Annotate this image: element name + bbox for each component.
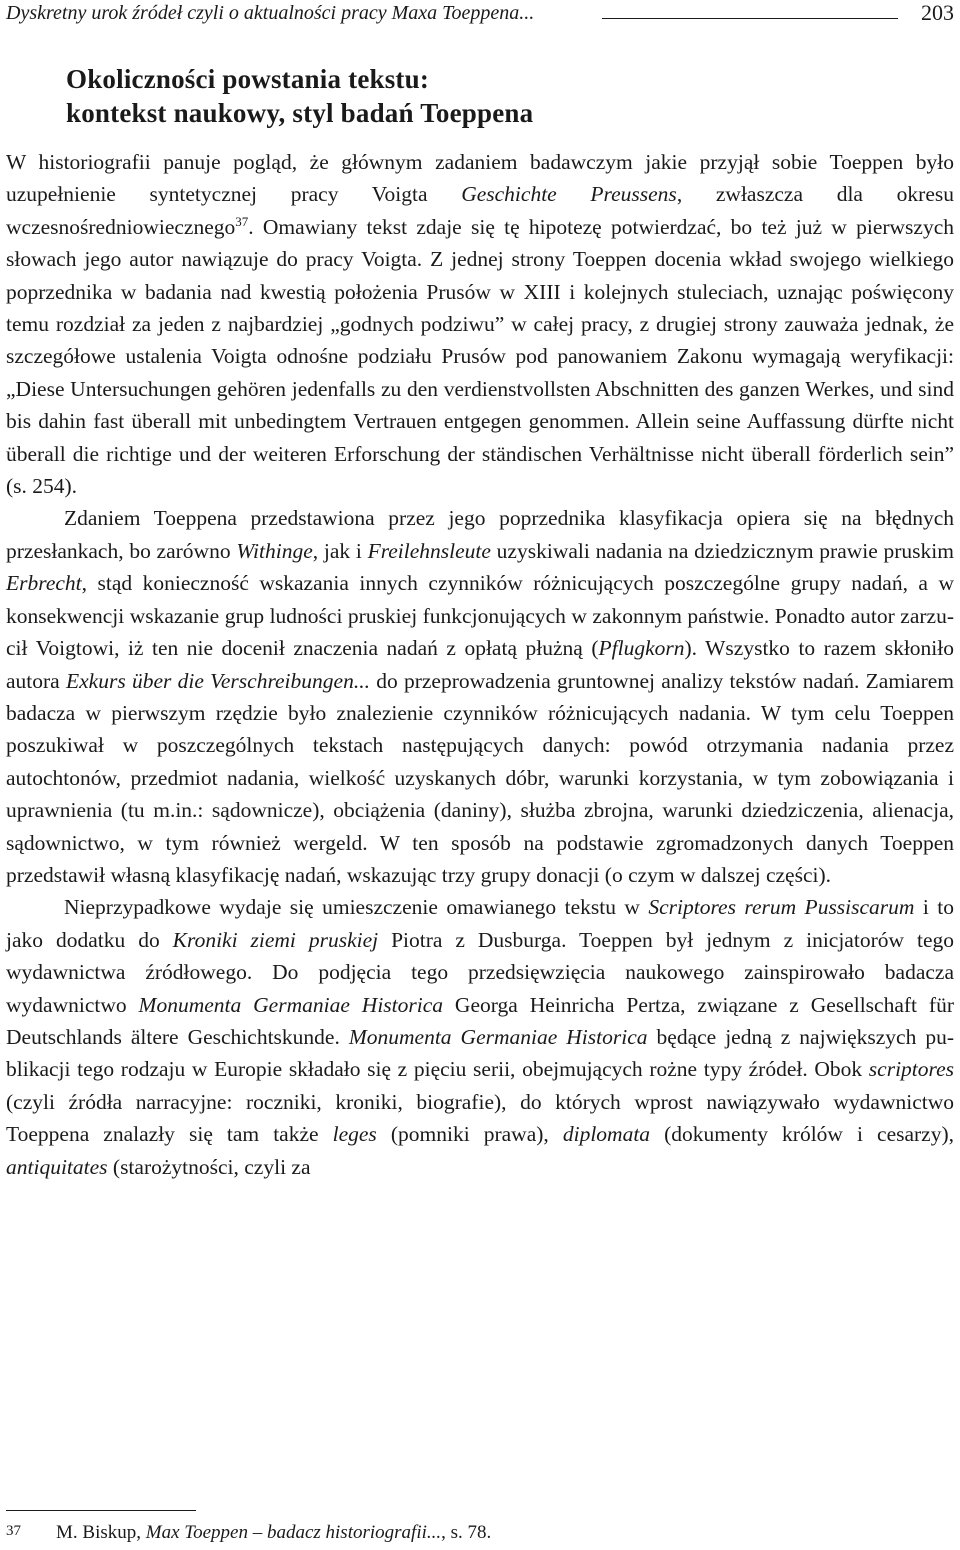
body-text — [6, 146, 954, 1183]
paragraph: Nieprzypadkowe wydaje się umieszczenie omawianego tekstu w Scriptores rerum Pussiscarum i to jako dodatku do Kroniki ziemi pruskiej Piotra z Dusburga. Toeppen był jednym z inicjatorów tego wydawnictwa źródłowego. Do podjęcia tego przedsięwzięcia naukowego zainspirowało badacza wydawnictwo Monumenta Germaniae Historica Georga Heinricha Pertza, związane z Gesellschaft für Deutschlands ältere Geschichtskunde. Monumenta Germaniae Historica będące jedną z największych publikacji tego rodzaju w Europie składało się z pięciu serii, obejmujących rożne typy źródeł. Obok scriptores (czyli źródła narracyjne: roczniki, kroniki, biografie), do których wprost nawiązywało wydawnictwo Toeppena znalazły się tam także leges (pomniki prawa), diplomata (dokumenty królów i cesarzy), antiquitates (starożytności, czyli za — [6, 895, 955, 1179]
running-header — [6, 0, 954, 30]
section-title — [66, 62, 533, 130]
section-title-line-1: Okoliczności powstania tekstu: — [66, 64, 430, 94]
running-title: Dyskretny urok źródeł czyli o aktualności pracy Maxa Toeppena... — [6, 2, 535, 24]
footnote-rule — [6, 1510, 196, 1511]
paragraph: W historiografii panuje pogląd, że głównym zadaniem badawczym jakie przyjął sobie Toeppen było uzupełnienie syntetycznej pracy Voigta Geschichte Preussens, zwłaszcza dla okresu wczesnośredniowiecznego$^{37}$. Omawiany tekst zdaje się tę hipotezę potwierdzać, bo też już w pierwszych słowach jego autor nawiązuje do pracy Voigta. Z jednej strony Toeppen docenia wkład swojego wielkiego poprzednika w badania nad kwestią położenia Prusów w XIII i kolejnych stuleciach, uznając poświęcony temu rozdział za jeden z najbardziej „godnych podziwu” w całej pracy, z drugiej strony zauważa jednak, że szczegółowe ustalenia Voigta odnośne podziału Prusów pod panowaniem Zakonu wymagają weryfikacji: „Diese Untersuchungen gehören jedenfalls zu den verdienstvollsten Abschnitten des ganzen Werkes, und sind bis dahin fast überall mit unbedingtem Vertrauen entgegen genommen. Allein seine Auffassung dürfte nicht überall die richtige und der weiteren Erforschung der ständischen Verhältnisse nicht überall förderlich sein” (s. 254). — [6, 150, 954, 499]
section-title-line-2: kontekst naukowy, styl badań Toeppena — [66, 98, 534, 128]
footnote-text: M. Biskup, Max Toeppen – badacz historiografii..., s. 78. — [56, 1522, 492, 1543]
paragraph: Zdaniem Toeppena przedstawiona przez jego poprzednika klasyfikacja opiera się na błędnych przesłankach, bo zarówno Withinge, jak i Freilehnsleute uzyskiwali nadania na dziedzicznym prawie pruskim Erbrecht, stąd konieczność wskazania innych czynników różnicujących poszczególne grupy nadań, a w konsekwencji wskazanie grup ludności pruskiej funkcjonujących w zakonnym państwie. Ponadto autor zarzucił Voigtowi, iż ten nie docenił znaczenia nadań z opłatą płużną (Pflugkorn). Wszystko to razem skłoniło autora Exkurs über die Verschreibungen... do przeprowadzenia gruntownej analizy tekstów nadań. Zamiarem badacza w pierwszym rzędzie było znalezienie czynników różnicujących nadania. W tym celu Toeppen poszukiwał w poszczególnych tekstach następujących danych: powód otrzymania nadania przez autochtonów, przedmiot nadania, wielkość uzyskanych dóbr, warunki korzystania, w tym zobowiązania i uprawnienia (tu m.in.: sądownicze), obciążenia (daniny), służba zbrojna, warunki dziedziczenia, alienacja, sądownictwo, w tym również wergeld. W ten sposób na podstawie zgromadzonych danych Toeppen przedstawił własną klasyfikację nadań, wskazując trzy grupy donacji (o czym w dalszej części). — [6, 506, 955, 887]
page-number: 203 — [921, 0, 954, 25]
header-rule — [602, 18, 898, 19]
footnote — [6, 1519, 954, 1545]
footnote-number: 37 — [6, 1523, 21, 1539]
footnotes — [6, 1510, 954, 1545]
